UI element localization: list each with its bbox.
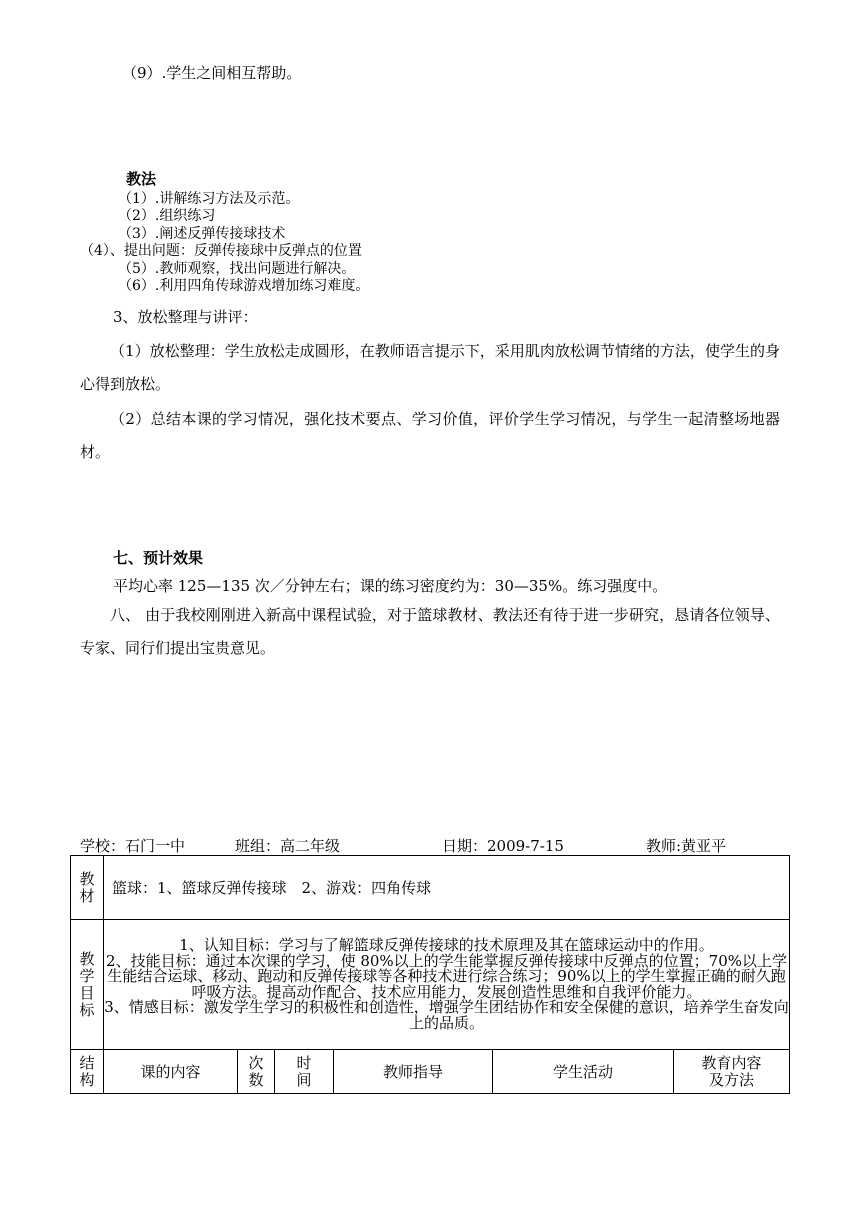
section3-para1: （1）放松整理：学生放松走成圆形，在教师语言提示下，采用肌肉放松调节情绪的方法，使学生的身心得到放松。 <box>80 342 780 393</box>
teacher-label: 教师:黄亚平 <box>646 837 727 855</box>
date-label: 日期：2009-7-15 <box>442 837 564 855</box>
goals-cell <box>104 920 790 1050</box>
section8-text: 八、 由于我校刚刚进入新高中课程试验，对于篮球教材、教法还有待于进一步研究，恳请各位领导、专家、同行们提出宝贵意见。 <box>80 606 780 657</box>
material-text: 篮球：1、篮球反弹传接球 2、游戏：四角传球 <box>104 856 790 920</box>
col-content: 课的内容 <box>104 1050 238 1094</box>
lesson-plan-table <box>70 855 790 1094</box>
method-item-6: （6）.利用四角传球游戏增加练习难度。 <box>118 278 370 294</box>
goals-row <box>71 920 790 1050</box>
col-count: 次 数 <box>238 1050 275 1094</box>
goal-skill: 2、技能目标：通过本次课的学习，使 80%以上的学生能掌握反弹传接球中反弹点的位置；70%以上学生能结合运球、移动、跑动和反弹传接球等各种技术进行综合练习；90%以上的学生掌握正确的耐久跑呼吸方法。提高动作配合、技术应用能力，发展创造性思维和自我评价能力。 <box>106 951 788 1001</box>
methods-heading: 教法 <box>126 170 157 188</box>
goals-label: 教 学 目 标 <box>71 920 104 1050</box>
method-item-3: （3）.阐述反弹传接球技术 <box>118 226 286 242</box>
material-label: 教 材 <box>71 856 104 920</box>
section3-heading: 3、放松整理与讲评： <box>113 308 258 326</box>
col-teacher-guide: 教师指导 <box>334 1050 493 1094</box>
section3-para2: （2）总结本课的学习情况，强化技术要点、学习价值，评价学生学习情况，与学生一起清整场地器材。 <box>80 410 780 461</box>
section7-heading: 七、预计效果 <box>113 549 204 567</box>
col-time: 时 间 <box>275 1050 334 1094</box>
col-structure: 结 构 <box>71 1050 104 1094</box>
goal-affective: 3、情感目标：激发学生学习的积极性和创造性，增强学生团结协作和安全保健的意识，培养学生奋发向上的品质。 <box>104 998 789 1032</box>
column-header-row <box>71 1050 790 1094</box>
method-item-1: （1）.讲解练习方法及示范。 <box>118 191 300 207</box>
method-item-4: （4）、提出问题：反弹传接球中反弹点的位置 <box>80 243 362 259</box>
col-edu-method: 教育内容 及方法 <box>674 1050 790 1094</box>
method-item-5: （5）.教师观察，找出问题进行解决。 <box>118 261 356 277</box>
class-label: 班组：高二年级 <box>235 837 341 855</box>
material-row <box>71 856 790 920</box>
goal-cognitive: 1、认知目标：学习与了解篮球反弹传接球的技术原理及其在篮球运动中的作用。 <box>179 936 714 954</box>
school-label: 学校：石门一中 <box>80 837 186 855</box>
top-line: （9）.学生之间相互帮助。 <box>122 64 302 82</box>
method-item-2: （2）.组织练习 <box>118 208 216 224</box>
col-student-activity: 学生活动 <box>493 1050 674 1094</box>
section7-text: 平均心率 125—135 次／分钟左右；课的练习密度约为：30—35%。练习强度中。 <box>113 577 668 595</box>
